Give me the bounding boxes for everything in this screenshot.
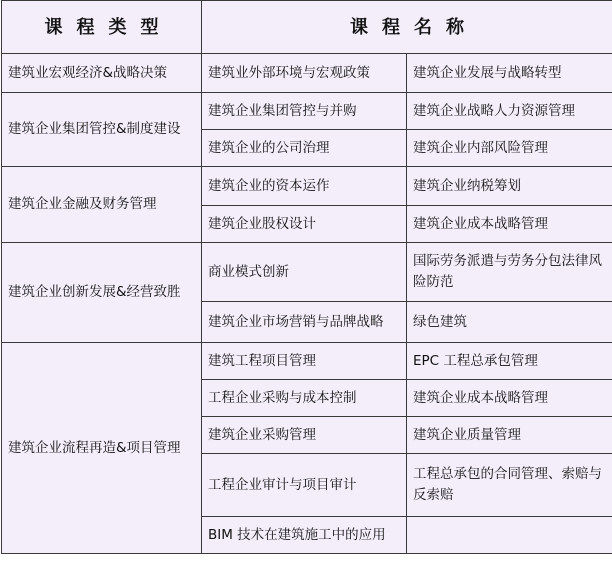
course-cell: 建筑企业的公司治理 — [202, 130, 407, 167]
course-cell: BIM 技术在建筑施工中的应用 — [202, 517, 407, 554]
category-cell: 建筑企业流程再造&项目管理 — [2, 343, 202, 554]
category-cell: 建筑企业金融及财务管理 — [2, 167, 202, 243]
course-cell: 建筑企业发展与战略转型 — [407, 54, 612, 93]
course-cell: 建筑企业股权设计 — [202, 206, 407, 243]
course-cell: 建筑工程项目管理 — [202, 343, 407, 380]
column-header-course-type: 课程类型 — [2, 1, 202, 54]
course-cell: EPC 工程总承包管理 — [407, 343, 612, 380]
course-cell: 建筑企业采购管理 — [202, 417, 407, 454]
course-cell: 工程总承包的合同管理、索赔与反索赔 — [407, 454, 612, 517]
course-cell — [407, 517, 612, 554]
category-cell: 建筑企业集团管控&制度建设 — [2, 93, 202, 167]
course-cell: 建筑企业内部风险管理 — [407, 130, 612, 167]
course-cell: 建筑企业质量管理 — [407, 417, 612, 454]
course-cell: 国际劳务派遣与劳务分包法律风险防范 — [407, 243, 612, 302]
course-cell: 建筑企业战略人力资源管理 — [407, 93, 612, 130]
column-header-course-name: 课程名称 — [202, 1, 612, 54]
course-cell: 工程企业采购与成本控制 — [202, 380, 407, 417]
course-cell: 商业模式创新 — [202, 243, 407, 302]
course-cell: 建筑业外部环境与宏观政策 — [202, 54, 407, 93]
category-cell: 建筑企业创新发展&经营致胜 — [2, 243, 202, 343]
table-row — [2, 167, 612, 206]
course-cell: 建筑企业的资本运作 — [202, 167, 407, 206]
category-cell: 建筑业宏观经济&战略决策 — [2, 54, 202, 93]
table-row — [2, 343, 612, 380]
course-cell: 建筑企业市场营销与品牌战略 — [202, 302, 407, 343]
course-cell: 工程企业审计与项目审计 — [202, 454, 407, 517]
course-table — [1, 0, 612, 554]
table-row — [2, 243, 612, 302]
course-cell: 建筑企业纳税筹划 — [407, 167, 612, 206]
course-cell: 建筑企业成本战略管理 — [407, 206, 612, 243]
course-cell: 绿色建筑 — [407, 302, 612, 343]
table-row — [2, 93, 612, 130]
course-cell: 建筑企业成本战略管理 — [407, 380, 612, 417]
table-header-row — [2, 1, 612, 54]
table-row — [2, 54, 612, 93]
course-cell: 建筑企业集团管控与并购 — [202, 93, 407, 130]
